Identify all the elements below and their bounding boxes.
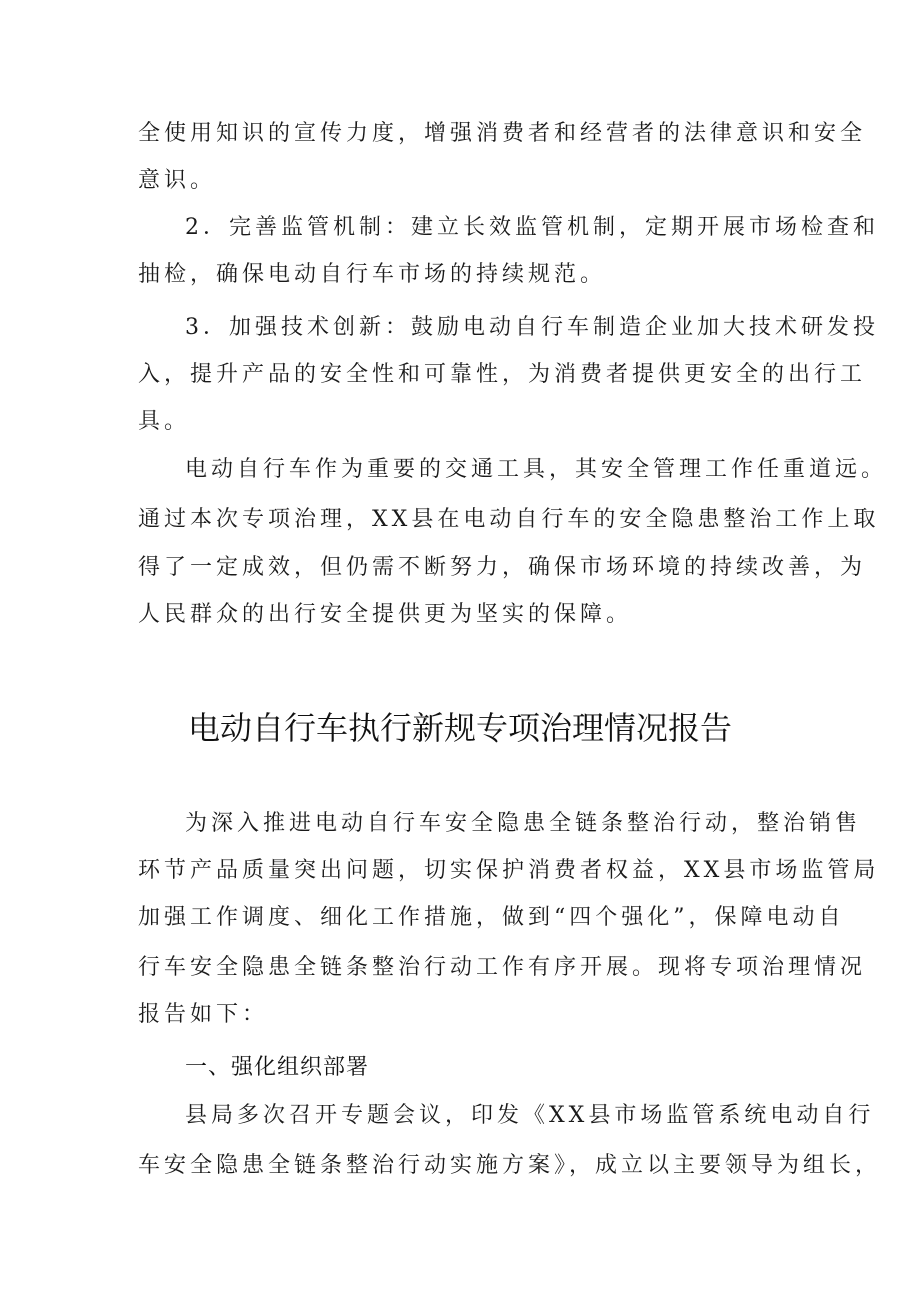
list-item-2-line: 2．完善监管机制：建立长效监管机制，定期开展市场检查和 (185, 215, 879, 240)
conclusion-line: 得了一定成效，但仍需不断努力，确保市场环境的持续改善，为 (138, 555, 867, 580)
section-heading: 一、强化组织部署 (185, 1055, 370, 1080)
intro-line: 环节产品质量突出问题，切实保护消费者权益，XX县市场监管局 (138, 858, 880, 883)
report-title: 电动自行车执行新规专项治理情况报告 (187, 709, 732, 747)
intro-line: 加强工作调度、细化工作措施，做到“四个强化”，保障电动自 (138, 905, 845, 930)
intro-line: 报告如下： (138, 1002, 269, 1027)
list-item-3-line: 3．加强技术创新：鼓励电动自行车制造企业加大技术研发投 (185, 315, 879, 340)
list-item-3-line: 入，提升产品的安全性和可靠性，为消费者提供更安全的出行工 (138, 362, 867, 387)
conclusion-line: 人民群众的出行安全提供更为坚实的保障。 (138, 602, 633, 627)
section-body-line: 车安全隐患全链条整治行动实施方案》，成立以主要领导为组长， (138, 1153, 882, 1178)
paragraph-line: 全使用知识的宣传力度，增强消费者和经营者的法律意识和安全 (138, 121, 867, 146)
intro-line: 行车安全隐患全链条整治行动工作有序开展。现将专项治理情况 (138, 955, 867, 980)
conclusion-line: 通过本次专项治理，XX县在电动自行车的安全隐患整治工作上取 (138, 507, 880, 532)
intro-line: 为深入推进电动自行车安全隐患全链条整治行动，整治销售 (185, 811, 862, 836)
list-item-2-line: 抽检，确保电动自行车市场的持续规范。 (138, 262, 607, 287)
section-body-line: 县局多次召开专题会议，印发《XX县市场监管系统电动自行 (185, 1103, 875, 1128)
list-item-3-line: 具。 (138, 409, 191, 434)
conclusion-line: 电动自行车作为重要的交通工具，其安全管理工作任重道远。 (185, 457, 888, 482)
paragraph-line: 意识。 (138, 168, 217, 193)
